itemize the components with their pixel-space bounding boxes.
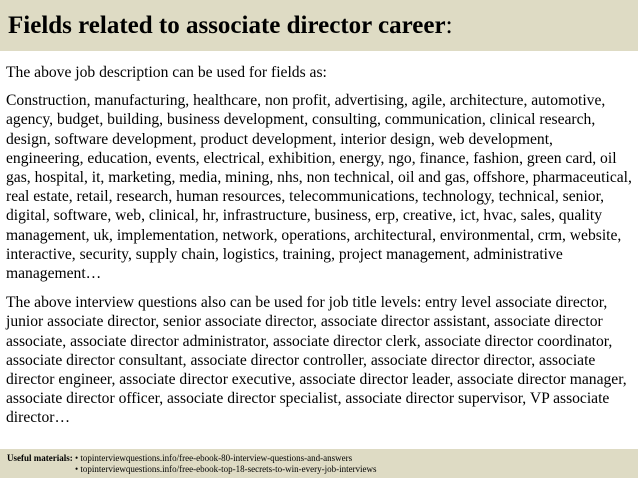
footer-banner [0,449,638,478]
footer-row-2 [7,464,638,475]
page-title [8,11,638,41]
job-levels-paragraph: The above interview questions also can be used for job title levels: entry level associate director, junior associate director, senior associate director, associate director assistant, associate director associate, associate director administrator, associate director clerk, associate director coordinator, associate director consultant, associate director controller, associate director director, associate director engineer, associate director executive, associate director leader, associate director manager, associate director officer, associate director specialist, associate director supervisor, VP associate director… [6,294,627,427]
fields-paragraph: Construction, manufacturing, healthcare, non profit, advertising, agile, architecture, automotive, agency, budget, building, business development, consulting, communication, clinical research, design, software development, product development, interior design, web development, engineering, education, events, electrical, exhibition, energy, ngo, finance, fashion, green card, oil gas, hospital, it, marketing, media, mining, nhs, non technical, oil and gas, offshore, pharmaceutical, real estate, retail, research, human resources, telecommunications, technology, technical, senior, digital, software, web, clinical, hr, infrastructure, business, erp, creative, ict, hvac, sales, quality management, uk, implementation, network, operations, architectural, environmental, crm, website, interactive, security, supply chain, logistics, training, project management, administrative management… [6,92,632,283]
footer-label: Useful materials: [7,453,73,463]
intro-paragraph: The above job description can be used for fields as: [6,64,327,81]
footer-spacer [7,464,75,475]
page-title-colon: : [445,12,453,39]
footer-link-ebook-80-questions[interactable]: • topinterviewquestions.info/free-ebook-80-interview-questions-and-answers [75,453,353,463]
page-title-text: Fields related to associate director career [8,12,446,39]
title-banner [0,0,638,51]
footer-link-ebook-18-secrets[interactable]: • topinterviewquestions.info/free-ebook-top-18-secrets-to-win-every-job-interviews [75,464,377,474]
footer-row-1 [7,453,638,464]
main-content [6,63,634,428]
